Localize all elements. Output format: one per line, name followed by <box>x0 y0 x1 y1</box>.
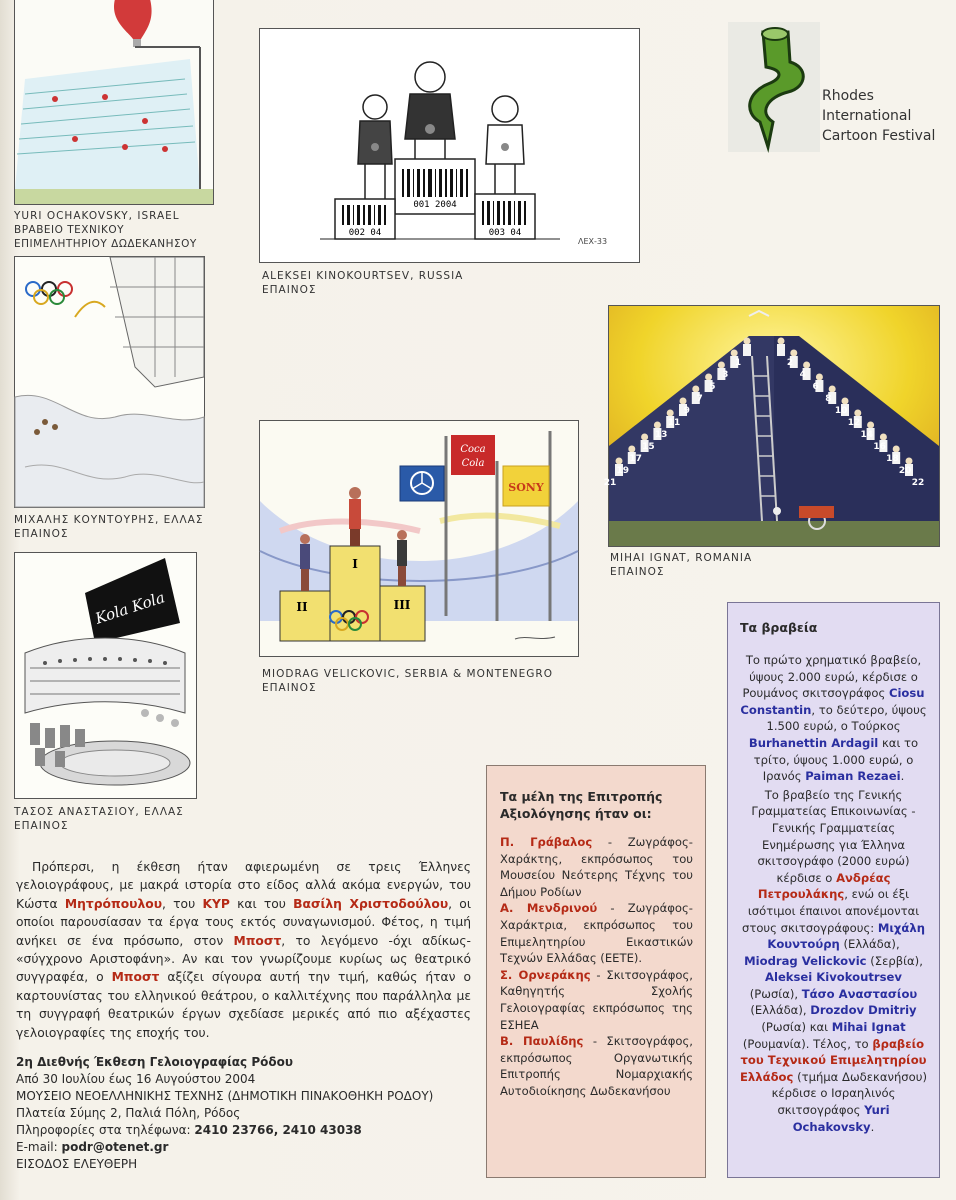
stair-number: 18 <box>886 454 899 464</box>
cartoon-stairs-pyramid <box>603 305 940 547</box>
stair-number: 5 <box>709 382 716 392</box>
committee-box <box>486 765 706 1178</box>
intro-text: Πρόπερσι, η έκθεση ήταν αφιερωμένη σε τρεις Έλληνες γελοιογράφους, με μακρά ιστορία στο είδος αλλά ακόμα ενεργών, του Κώστα <box>16 860 471 911</box>
exhibition-dates: Από 30 Ιουλίου έως 16 Αυγούστου 2004 <box>16 1072 256 1086</box>
exhibition-address: Πλατεία Σύμης 2, Παλιά Πόλη, Ρόδος <box>16 1106 241 1120</box>
festival-name-line: International <box>822 108 912 124</box>
stair-number: 15 <box>642 442 655 452</box>
caption-kinokourtsev <box>262 269 463 297</box>
stair-number: 22 <box>911 478 925 488</box>
artist-name: MIODRAG VELICKOVIC, SERBIA & MONTENEGRO <box>262 668 553 680</box>
email-link[interactable]: podr@otenet.gr <box>61 1140 169 1154</box>
stair-number: 17 <box>629 454 642 464</box>
barcode-label-first: 001 2004 <box>413 200 457 210</box>
member-name: Σ. Ορνεράκης <box>500 967 591 982</box>
stair-number: 14 <box>860 430 874 440</box>
awards-text: και το τρίτο, ύψους 1.000 ευρώ, ο Ιρανός <box>753 735 919 784</box>
email-label: E-mail: <box>16 1140 62 1154</box>
stair-number: 19 <box>616 466 630 476</box>
member-desc: - Σκιτσογράφος, εκπρόσωπος Οργανωτικής Επιτροπής Νομαρχιακής Αυτοδιοίκησης Δωδεκανήσου <box>500 1034 693 1098</box>
award-label: ΒΡΑΒΕΙΟ ΤΕΧΝΙΚΟΥ <box>14 224 125 236</box>
flag-brand-text: Coca <box>460 444 486 455</box>
barcode-label-third: 003 04 <box>488 228 522 238</box>
winner-name: Mihai Ignat <box>831 1020 906 1035</box>
winner-name: Ανδρέας Πετρουλάκης <box>757 870 891 902</box>
stairs-pyramid-drawing <box>603 306 939 546</box>
intro-text: και του <box>229 896 294 911</box>
intro-text: , το λεγόμενο -όχι αδίκως- «σύγχρονο Αριστοφάνη». Αν και τον γνωρίζουμε κυρίως ως θεατρικό συγγραφέα, ο <box>16 933 471 985</box>
committee-member <box>500 1033 693 1099</box>
winner-name: Aleksei Kivokoutrsev <box>765 970 902 985</box>
awards-text: Το βραβείο της Γενικής Γραμματείας Επικοινωνίας - Γενικής Γραμματείας Ενημέρωσης για Έλληνα σκιτσογράφο (2000 ευρώ) κέρδισε ο <box>751 787 916 885</box>
artist-name: MIHAI IGNAT, ROMANIA <box>610 552 753 564</box>
award-label: ΕΠΑΙΝΟΣ <box>262 284 317 296</box>
cartoon-sponsor-podium <box>259 420 579 657</box>
cartoon-olympic-cliff <box>14 256 205 508</box>
festival-name <box>822 86 935 146</box>
winner-name: Miodrag Velickovic <box>744 953 867 968</box>
awards-text: . <box>900 769 905 784</box>
awards-text: , ενώ οι έξι ισότιμοι έπαινοι απονέμονται στους σκιτσογράφους: <box>742 887 920 935</box>
festival-name-line: Cartoon Festival <box>822 128 936 144</box>
phones-value: 2410 23766, 2410 43038 <box>194 1123 362 1137</box>
committee-member <box>500 967 693 1033</box>
exhibition-info <box>16 1054 486 1173</box>
awards-text: Το πρώτο χρηματικό βραβείο, ύψους 2.000 ευρώ, κέρδισε ο Ρουμάνος σκιτσογράφος <box>742 653 922 701</box>
highlighted-name: Μποστ <box>233 933 282 948</box>
caption-kountouris <box>14 513 203 541</box>
stair-number: 8 <box>825 394 832 404</box>
caption-velickovic <box>262 667 553 695</box>
winner-name: Ciosu Constantin <box>740 686 925 717</box>
artist-name: YURI OCHAKOVSKY, ISRAEL <box>14 210 180 222</box>
winner-name: Drozdov Dmitriy <box>810 1003 917 1018</box>
intro-text: , οι οποίοι παρουσίασαν τα έργα τους εκτός συναγωνισμού. Φέτος, η τιμή ανήκει σε ένα πρόσωπο, στον <box>16 896 471 948</box>
awards-title: Τα βραβεία <box>740 620 818 635</box>
awards-text: (Ρωσία), <box>749 986 802 1001</box>
phones-label: Πληροφορίες στα τηλέφωνα: <box>16 1123 195 1137</box>
stair-figure <box>743 338 751 357</box>
exhibition-entry: ΕΙΣΟΔΟΣ ΕΛΕΥΘΕΡΗ <box>16 1157 138 1171</box>
podium-numeral: II <box>296 600 308 614</box>
awards-text: . <box>870 1119 875 1134</box>
olympic-cliff-drawing <box>15 257 204 507</box>
stair-number: 6 <box>812 382 819 392</box>
highlighted-name: Βασίλη Χριστοδούλου <box>293 896 449 911</box>
award-label: ΕΠΑΙΝΟΣ <box>610 566 665 578</box>
exhibition-venue: ΜΟΥΣΕΙΟ ΝΕΟΕΛΛΗΝΙΚΗΣ ΤΕΧΝΗΣ (ΔΗΜΟΤΙΚΗ ΠΙΝΑΚΟΘΗΚΗ ΡΟΔΟΥ) <box>16 1089 434 1103</box>
caption-anastasiou <box>14 805 184 833</box>
artist-signature: ΛΕΧ-33 <box>578 237 608 246</box>
award-name: βραβείο του Τεχνικού Επιμελητηρίου Ελλάδος <box>740 1036 927 1084</box>
awards-text: (Ρουμανία). Τέλος, το <box>742 1036 873 1051</box>
winner-name: Τάσο Αναστασίου <box>801 986 918 1001</box>
flag-brand-text: Cola <box>461 458 485 469</box>
intro-text: , του <box>162 896 203 911</box>
festival-name-line: Rhodes <box>822 88 874 104</box>
awards-paragraph-2 <box>740 787 927 1135</box>
stair-number: 13 <box>654 430 668 440</box>
winner-name: Paiman Rezaei <box>805 769 901 784</box>
kola-sign-text: Kola Kola <box>93 588 167 628</box>
stair-number: 21 <box>603 478 617 488</box>
cartoon-kola-stadium <box>14 552 197 799</box>
sponsor-podium-drawing <box>260 421 578 656</box>
winner-name: Μιχάλη Κουντούρη <box>767 920 925 952</box>
winner-name: Yuri Ochakovsky <box>792 1103 890 1134</box>
committee-member <box>500 834 693 900</box>
awards-paragraph-1 <box>740 652 927 785</box>
award-label: ΕΠΑΙΝΟΣ <box>14 820 69 832</box>
podium-numeral: III <box>393 598 411 612</box>
stair-number: 16 <box>873 442 886 452</box>
podium-numeral: I <box>352 557 358 571</box>
intro-text: αξίζει σίγουρα αυτή την τιμή, καθώς ήταν ο καρτουνίστας του ελληνικού θεάτρου, ο καλλιτέχνης που παράλληλα με τη συγγραφή θεατρικών έργων σχεδίασε μερικές από πιο αξέχαστες γελοιογραφίες της εποχής του. <box>16 970 471 1040</box>
highlighted-name: Μποστ <box>111 970 160 985</box>
stair-number: 3 <box>722 370 729 380</box>
awards-text: (Ελλάδα), <box>839 937 900 952</box>
highlighted-name: Μητρόπουλου <box>64 896 163 911</box>
awards-box <box>727 602 940 1178</box>
member-name: Π. Γράβαλος <box>500 835 593 849</box>
flag-sony-text: SONY <box>508 481 544 494</box>
awards-text: (τμήμα Δωδεκανήσου) κέρδισε ο Ισραηλινός σκιτσογράφος <box>771 1069 927 1118</box>
barcode-label-second: 002 04 <box>348 228 382 238</box>
stair-number: 20 <box>898 466 912 476</box>
stair-number: 9 <box>683 406 690 416</box>
festival-pencil-logo <box>728 22 820 152</box>
swimming-pool-drawing <box>15 0 213 204</box>
exhibition-phones <box>16 1122 486 1139</box>
kola-stadium-drawing <box>15 553 196 798</box>
stair-number: 1 <box>734 358 742 368</box>
committee-title: Τα μέλη της Επιτροπής Αξιολόγησης ήταν οι: <box>500 789 663 821</box>
winner-name: Burhanettin Ardagil <box>748 735 879 750</box>
stair-number: 12 <box>847 418 861 428</box>
committee-member <box>500 900 693 966</box>
awards-text: (Σερβία), <box>866 953 923 968</box>
member-name: Β. Παυλίδης <box>500 1034 584 1049</box>
stair-number: 2 <box>786 358 794 368</box>
stair-number: 7 <box>696 394 703 404</box>
member-desc: - Ζωγράφος-Χαράκτρια, εκπρόσωπος του Επιμελητηρίου Εικαστικών Τεχνών Ελλάδας (ΕΕΤΕ). <box>500 901 693 966</box>
award-label: ΕΠΑΙΝΟΣ <box>14 528 69 540</box>
member-name: Α. Μενδρινού <box>500 901 598 916</box>
stair-figure <box>777 338 785 357</box>
intro-paragraph <box>16 858 471 1042</box>
stair-number: 11 <box>667 418 681 428</box>
stair-number: 10 <box>834 406 848 416</box>
caption-ignat <box>610 551 752 579</box>
artist-name: ALEKSEI KINOKOURTSEV, RUSSIA <box>262 270 464 282</box>
highlighted-name: ΚΥΡ <box>202 896 230 911</box>
cartoon-swimming-pool <box>14 0 214 205</box>
award-label: ΕΠΙΜΕΛΗΤΗΡΙΟΥ ΔΩΔΕΚΑΝΗΣΟΥ <box>14 238 197 250</box>
exhibition-email <box>16 1139 486 1156</box>
caption-ochakovsky <box>14 209 197 251</box>
member-desc: - Ζωγράφος-Χαράκτης, εκπρόσωπος του Μουσείου Νεότερης Τέχνης του Δήμου Ροδίων <box>500 835 693 899</box>
awards-text: (Ρωσία) και <box>761 1020 832 1035</box>
stair-number: 4 <box>799 370 806 380</box>
awards-text: , το δεύτερο, ύψους 1.500 ευρώ, ο Τούρκος <box>766 702 927 734</box>
awards-text: (Ελλάδα), <box>750 1003 811 1018</box>
artist-name: ΤΑΣΟΣ ΑΝΑΣΤΑΣΙΟΥ, ΕΛΛΑΣ <box>14 806 184 818</box>
cartoon-barcode-podium <box>259 28 640 263</box>
member-desc: - Σκιτσογράφος, Καθηγητής Σχολής Γελοιογραφίας εκπρόσωπος της ΕΣΗΕΑ <box>500 967 693 1032</box>
artist-name: ΜΙΧΑΛΗΣ ΚΟΥΝΤΟΥΡΗΣ, ΕΛΛΑΣ <box>14 514 204 526</box>
barcode-podium-drawing <box>260 29 639 262</box>
exhibition-title: 2η Διεθνής Έκθεση Γελοιογραφίας Ρόδου <box>16 1055 293 1069</box>
award-label: ΕΠΑΙΝΟΣ <box>262 682 317 694</box>
